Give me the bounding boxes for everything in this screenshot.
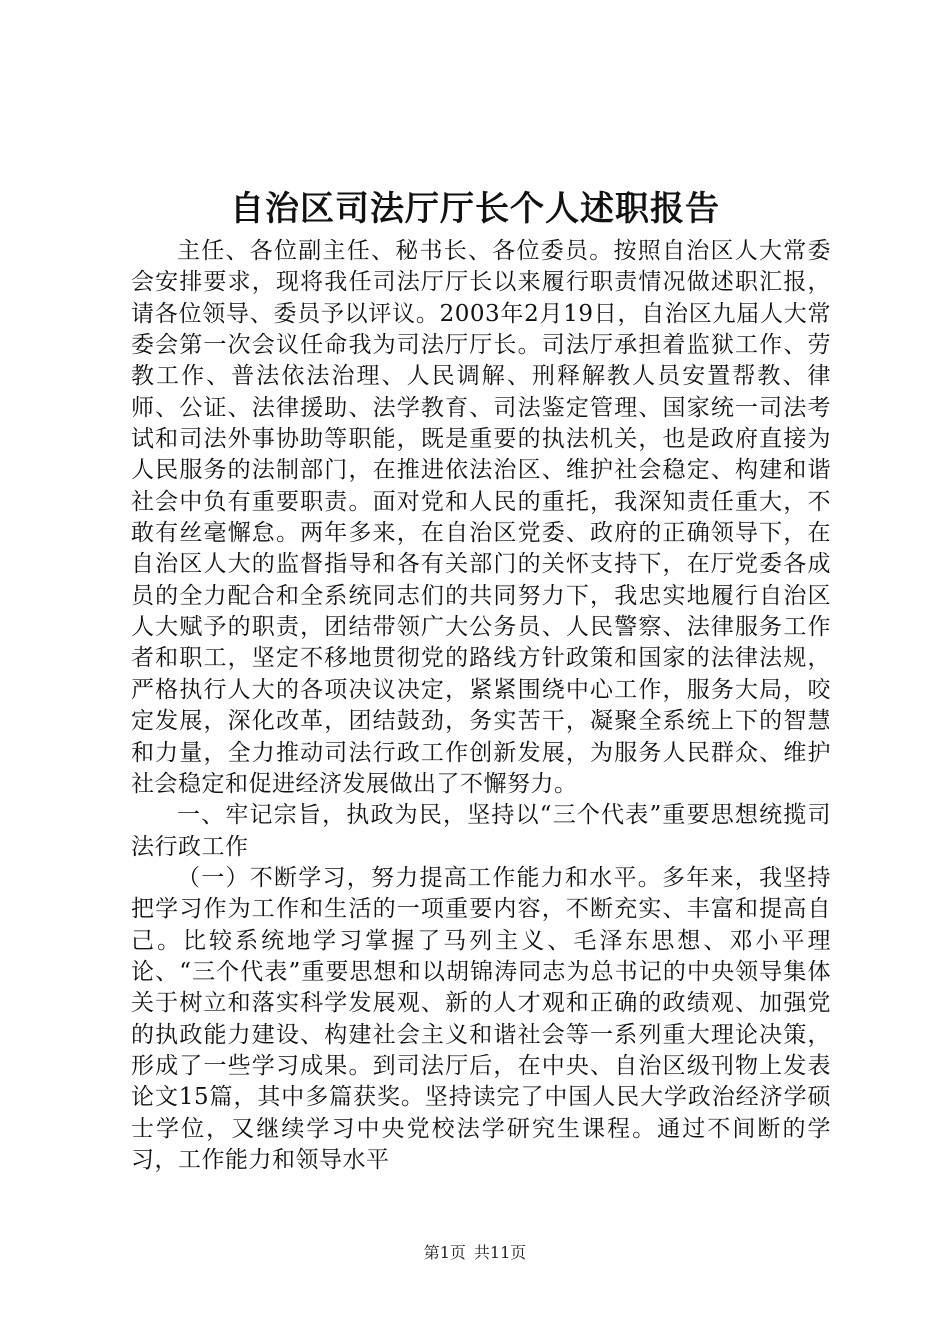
paragraph-intro: 主任、各位副主任、秘书长、各位委员。按照自治区人大常委会安排要求，现将我任司法厅厅长以来履行职责情况做述职汇报，请各位领导、委员予以评议。2003年2月19日，自治区九届人大常委会第一次会议任命我为司法厅厅长。司法厅承担着监狱工作、劳教工作、普法依法治理、人民调解、刑释解教人员安置帮教、律师、公证、法律援助、法学教育、司法鉴定管理、国家统一司法考试和司法外事协助等职能，既是重要的执法机关，也是政府直接为人民服务的法制部门，在推进依法治区、维护社会稳定、构建和谐社会中负有重要职责。面对党和人民的重托，我深知责任重大，不敢有丝毫懈怠。两年多来，在自治区党委、政府的正确领导下，在自治区人大的监督指导和各有关部门的关怀支持下，在厅党委各成员的全力配合和全系统同志们的共同努力下，我忠实地履行自治区人大赋予的职责，团结带领广大公务员、人民警察、法律服务工作者和职工，坚定不移地贯彻党的路线方针政策和国家的法律法规，严格执行人大的各项决议决定，紧紧围绕中心工作，服务大局，咬定发展，深化改革，团结鼓劲，务实苦干，凝聚全系统上下的智慧和力量，全力推动司法行政工作创新发展，为服务人民群众、维护社会稳定和促进经济发展做出了不懈努力。 [131, 238, 831, 797]
paragraph-section-heading: 一、牢记宗旨，执政为民，坚持以“三个代表”重要思想统揽司法行政工作 [131, 802, 831, 860]
page-footer [0, 1243, 950, 1263]
document-body [131, 236, 831, 1176]
paragraph-subsection-one: （一）不断学习，努力提高工作能力和水平。多年来，我坚持把学习作为工作和生活的一项重要内容，不断充实、丰富和提高自己。比较系统地学习掌握了马列主义、毛泽东思想、邓小平理论、“三个代表”重要思想和以胡锦涛同志为总书记的中央领导集体关于树立和落实科学发展观、新的人才观和正确的政绩观、加强党的执政能力建设、构建社会主义和谐社会等一系列重大理论决策，形成了一些学习成果。到司法厅后，在中央、自治区级刊物上发表论文15篇，其中多篇获奖。坚持读完了中国人民大学政治经济学硕士学位，又继续学习中央党校法学研究生课程。通过不间断的学习，工作能力和领导水平 [131, 864, 831, 1173]
page-number: 第1页 [423, 1243, 466, 1262]
page-total: 共11页 [473, 1243, 527, 1262]
document-title: 自治区司法厅厅长个人述职报告 [230, 189, 720, 229]
